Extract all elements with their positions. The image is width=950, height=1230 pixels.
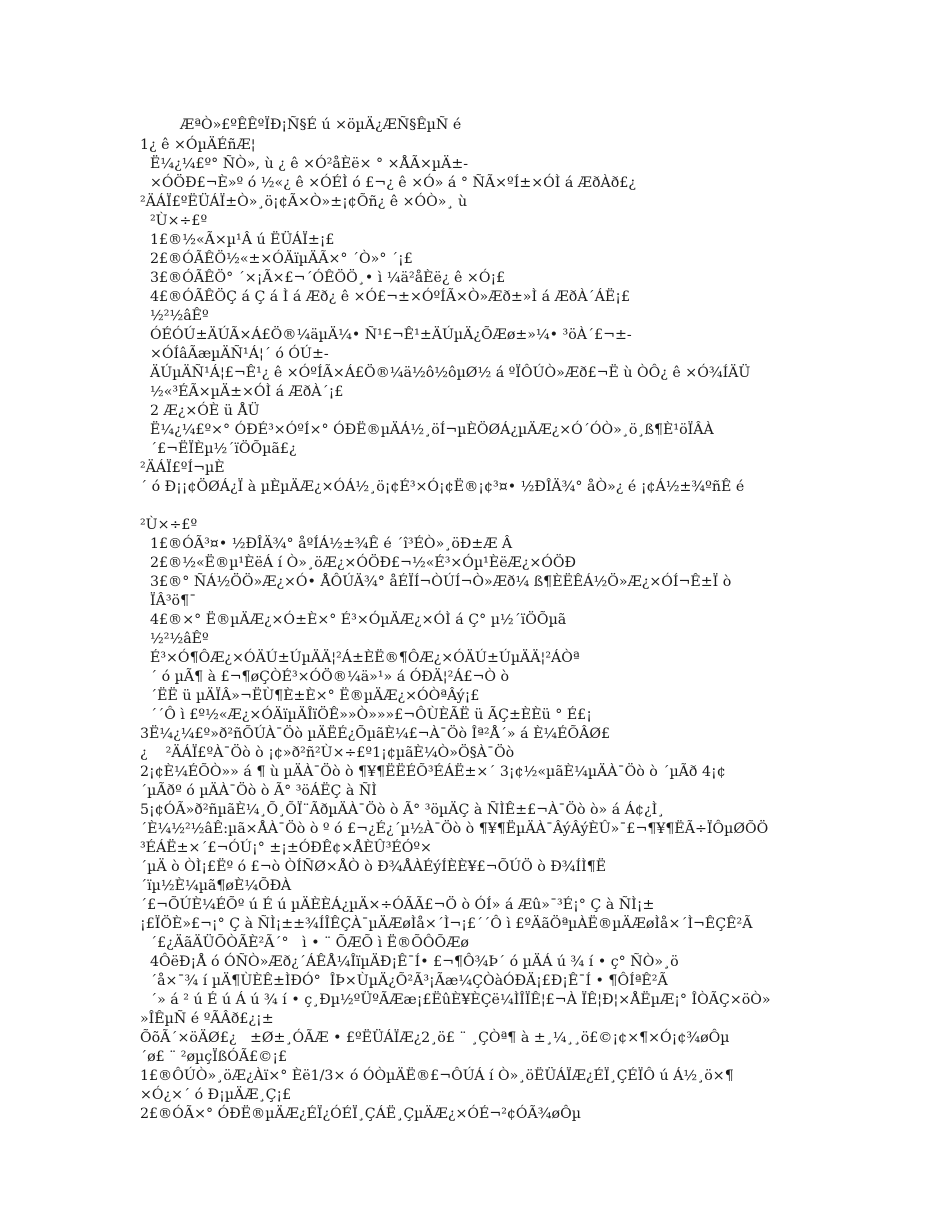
text-line: 3Ë¼¿¼£º»ð²ñÕÚÀ¯Öò µÄËÉ¿ÕµãÈ¼£¬À¯Öò Îª²Å´» á È¼ÉÕÂØ£ [140, 726, 611, 742]
text-line: ´ËË ü µÄÏÂ»¬ËÙ¶È±È×° Ë®µÄÆ¿×ÓÒªÂý¡£ [150, 688, 480, 704]
text-line: »ÎÊµÑ é ºÃÂð£¿¡± [140, 1011, 274, 1027]
text-line: ²ÄÁÏ£ºËÜÁÏ±Ò»¸ö¡¢Ã×Ò»±¡¢Õñ¿ ê ×ÓÒ»¸ ù [140, 194, 468, 210]
text-line: 5¡¢ÓÃ»ð²ñµãÈ¼¸Õ¸ÕÏ¨ÃðµÄÀ¯Öò ò Ã° ³öµÄÇ à ÑÌÊ±£¬À¯Öò ò» á Á¢¿Ì¸ [140, 802, 665, 818]
text-line: 2 Æ¿×ÓÈ ü ÅÜ [150, 403, 260, 419]
text-line: ½²½âÊº [150, 308, 209, 324]
text-line: 1¿ ê ×ÓµÄÉñÆ¦ [140, 137, 256, 153]
text-line: Ë¼¿¼£º×° ÓÐÉ³×ÓºÍ×° ÓÐË®µÄÁ½¸öÍ¬µÈÖØÁ¿µÄÆ¿×Ó´ÓÒ»¸ö¸ß¶È¹öÏÂÀ [150, 422, 714, 438]
text-line: ²Ù×÷£º [150, 213, 208, 229]
text-line: ×ÓÖÐ£¬È»º ó ½«¿ ê ×ÓÉÌ ó £¬¿ ê ×Ó» á ° ÑÃ×ºÍ±×ÓÌ á ÆðÀð£¿ [150, 175, 636, 191]
text-line: ´£¬ËÏÈµ½´ïÖÕµã£¿ [150, 441, 297, 457]
text-line: ÕõÃ´×öÄØ£¿ ±Ø±¸ÓÃÆ • £ºËÜÁÏÆ¿2¸ö£ ¨ ¸ÇÒª¶ à ±¸¼¸¸ö£©¡¢×¶×Ó¡¢¾øÔµ [140, 1030, 730, 1046]
text-line: ÏÂ³ö¶¯ [150, 593, 197, 609]
text-line: 4£®ÓÃÊÖÇ á Ç á Ì á Æð¿ ê ×Ó£¬±×ÓºÍÃ×Ò»Æð±»Ì á ÆðÀ´ÁË¡£ [150, 289, 630, 305]
text-line: ´È¼½²½âÊ:µã×ÅÀ¯Öò ò º ó £¬¿É¿´µ½À¯Öò ò ¶¥¶ËµÄÀ¯ÂýÂýÈÛ»¯£¬¶¥¶ËÃ÷ÏÔµØÕÖ [140, 821, 769, 837]
text-line: ´» á ² ú É ú Á ú ¾ í • ç¸Ðµ½ºÜºÃÆæ¡£ËûÈ¥ÈÇë¼ÌÎÏÊ¦£¬À ÏÊ¦Ð¦×ÅËµÆ¡° ÎÒÃÇ×öÒ» [150, 992, 771, 1008]
text-line: ÆªÒ»£ºÊÊºÏÐ¡Ñ§É ú ×öµÄ¿ÆÑ§ÊµÑ é [180, 117, 462, 133]
text-line: 1£®ÔÚÒ»¸öÆ¿Àï×° Èë1/3× ó ÓÒµÄË®£¬ÔÚÁ í Ò»¸öËÜÁÏÆ¿ÉÏ¸ÇÉÏÔ ú Á½¸ö×¶ [140, 1068, 734, 1084]
text-line: ´ ó Ð¡¡¢ÖØÁ¿Ï à µÈµÄÆ¿×ÓÁ½¸ö¡¢É³×Ó¡¢Ë®¡¢³¤• ½ÐÎÄ¾° åÒ»¿ é ¡¢Á½±¾ºñÊ é [140, 479, 745, 495]
text-line: Ë¼¿¼£º° ÑÒ», ù ¿ ê ×Ó²åÈë× ° ×ÅÃ×µÄ±- [150, 156, 469, 172]
text-line: 2£®ÓÃ×° ÓÐË®µÄÆ¿ÉÏ¿ÓÉÏ¸ÇÁË¸ÇµÄÆ¿×ÓÉ¬²¢ÓÃ¾øÔµ [140, 1106, 581, 1122]
text-line: 1£®½«Ã×µ¹Â ú ËÜÁÏ±¡£ [150, 232, 335, 248]
text-line: ´£¿ÄãÄÜÕÒÃÈ²Ã´° ì • ¨ ÕÆÕ ì Ë®ÕÔÕÆø [150, 935, 469, 951]
text-line: ´ø£ ¨ ²øµçÏßÓÃ£©¡£ [140, 1049, 288, 1065]
text-line: É³×Ó¶ÔÆ¿×ÓÄÚ±ÚµÄÄ¦²Á±ÈË®¶ÔÆ¿×ÓÄÚ±ÚµÄÄ¦²ÁÒª [150, 650, 580, 666]
text-line: 1£®ÓÃ³¤• ½ÐÎÄ¾° åºÍÁ½±¾Ê é ´î³ÉÒ»¸öÐ±Æ Â [150, 536, 513, 552]
text-line: ´å×¯¾ í µÄ¶ÙÈÊ±ÌÐÓ° ÎÞ×ÙµÄ¿Õ²Ã³¡Ãæ¼ÇÒàÓÐÄ¡£Ð¡Ê¯Í • ¶ÔÍªÊ²Ã [150, 973, 668, 989]
text-line: ´µÃðº ó µÄÀ¯Öò ò Ã° ³öÁËÇ à ÑÌ [140, 783, 377, 799]
text-line: ´ ó µÃ¶ à £¬¶øÇÒÉ³×ÓÖ®¼ä»¹» á ÓÐÄ¦²Á£¬Ò ò [150, 669, 510, 685]
text-line: ¿ ²ÄÁÏ£ºÀ¯Öò ò ¡¢»ð²ñ²Ù×÷£º1¡¢µãÈ¼Ò»Ö§À¯Öò [140, 745, 515, 761]
text-line: ²Ù×÷£º [140, 517, 198, 533]
text-line: 2£®ÓÃÊÖ½«±×ÓÄïµÄÃ×° ´Ò»° ´¡£ [150, 251, 413, 267]
text-line: ½«³ÉÃ×µÄ±×ÓÌ á ÆðÀ´¡£ [150, 384, 344, 400]
text-line: ´´Ô ì £º½«Æ¿×ÓÄïµÄÎïÖÊ»»Ò»»»£¬ÔÙÈÃË ü ÃÇ±ÈÈü ° É£¡ [150, 707, 592, 723]
text-line: ³ÉÁË±×´£¬ÓÚ¡° ±¡±ÓÐÊ¢×ÅÈÛ³ÉÓº× [140, 840, 432, 856]
text-line: 2£®½«Ë®µ¹ÈëÁ í Ò»¸öÆ¿×ÓÖÐ£¬½«É³×Óµ¹ÈëÆ¿×ÓÖÐ [150, 555, 577, 571]
text-line: ¡£ÏÖÈ»£¬¡° Ç à ÑÌ¡±±¾ÍÎÊÇÀ¯µÄÆøÌå×´Ì¬¡£´´Ô ì £ºÄãÖªµÀË®µÄÆøÌå×´Ì¬ÊÇÊ²Ã [140, 916, 753, 932]
text-line: ×ÓÍâÃæµÄÑ¹Á¦´ ó ÓÚ±- [150, 346, 329, 362]
text-line: 3£®° ÑÁ½ÖÖ»Æ¿×Ó• ÅÔÚÄ¾° åÉÏÍ¬ÒÚÍ¬Ò»Æð¼ ß¶ÈËÊÁ½Ö»Æ¿×ÓÍ¬Ê±Ï ò [150, 574, 732, 590]
text-line: 4ÔëÐ¡Å ó ÓÑÒ»Æð¿´ÁÊÅ¼ÎïµÄÐ¡Ê¯Í• £¬¶Ô¾Þ´ ó µÄÁ ú ¾ í • ç° ÑÒ»¸ö [150, 954, 679, 970]
text-line: ½²½âÊº [150, 631, 209, 647]
text-line: 3£®ÓÃÊÖ° ´×¡Ã×£¬´ÓÊÖÖ¸• ì ¼ä²åÈë¿ ê ×Ó¡£ [150, 270, 506, 286]
text-line: ÓÉÓÚ±ÄÚÃ×Á£Ö®¼äµÄ¼• Ñ¹£¬Ê¹±ÄÚµÄ¿ÕÆø±»¼• ³öÀ´£¬±- [150, 327, 632, 343]
text-line: ´£¬ÕÚÈ¼ÉÕº ú É ú µÄÈÈÁ¿µÄ×÷ÓÃÃ£¬Ö ò ÓÍ» á Æû»¯³É¡° Ç à ÑÌ¡± [140, 897, 655, 913]
text-line: ´µÄ ò ÒÌ¡£Ëº ó £¬ò ÒÍÑØ×ÅÒ ò Ð¾ÅÀÉýÍÈÈ¥£¬ÕÚÖ ò Ð¾ÍÌ¶Ë [140, 859, 607, 875]
text-line: 4£®×° Ë®µÄÆ¿×Ó±È×° É³×ÓµÄÆ¿×ÓÌ á Ç° µ½´ïÖÕµã [150, 612, 567, 628]
text-line: 2¡¢È¼ÉÕÒ»» á ¶ ù µÄÀ¯Öò ò ¶¥¶ËËÉÕ³ÉÁË±×´ 3¡¢½«µãÈ¼µÄÀ¯Öò ò ´µÃð 4¡¢ [140, 764, 726, 780]
text-line: ÄÚµÄÑ¹Á¦£¬Ê¹¿ ê ×ÓºÍÃ×Á£Ö®¼ä½ô½ôµØ½ á ºÏÔÚÒ»Æð£¬Ë ù ÒÔ¿ ê ×Ó¾ÍÄÜ [150, 365, 751, 381]
text-line: ×Ó¿×´ ó Ð¡µÄÆ¸Ç¡£ [140, 1087, 292, 1103]
text-line: ²ÄÁÏ£ºÍ¬µÈ [140, 460, 225, 476]
text-line: ´ïµ½È¼µã¶øÈ¼ÕÐÀ [140, 878, 292, 894]
